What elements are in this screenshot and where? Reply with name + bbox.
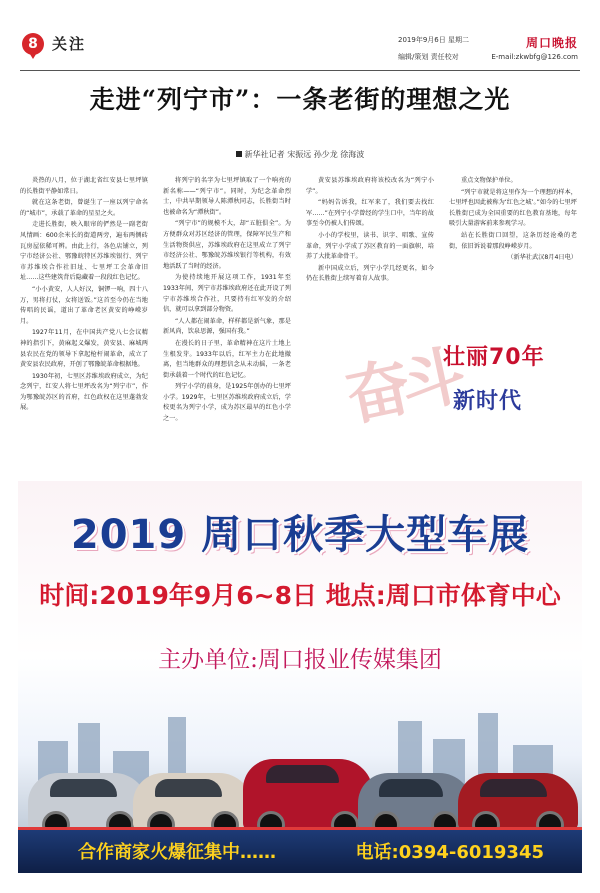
- car-image: [28, 773, 148, 831]
- page-header: [0, 0, 600, 72]
- header-divider: [20, 70, 580, 71]
- paragraph: 炎热的八月，位于湖北省红安县七里坪镇的长胜街平静如常日。: [20, 177, 148, 195]
- paragraph: “小小黄安，人人好汉，铜锣一响，四十八万，男将打仗，女将送饭。”这首至今仍在当地传唱的民谣，道出了革命老区黄安的峥嵘岁月。: [20, 285, 148, 325]
- paragraph: 列宁小学的前身，是1925年创办的七里坪小学。1929年，七里区苏维埃政府成立后，学校更名为列宁小学，成为苏区最早的红色小学之一。: [163, 383, 291, 423]
- article-column-1: [20, 176, 148, 478]
- paragraph: “列宁市就是将这里作为一个理想的样本，七里坪也因此被称为‘红色之城’。”如今的七里坪长胜街已成为全国重要的红色教育基地，每年吸引大量游客前来参观学习。: [449, 188, 577, 228]
- article-byline: [0, 149, 600, 160]
- paragraph: 重点文物保护单位。: [461, 177, 517, 184]
- paragraph: 1927年11月，在中国共产党八七会议精神的指引下，黄麻起义爆发，黄安县、麻城两县农民在党的领导下拿起枪杆闹革命，成立了黄安县农民政府，开创了鄂豫皖革命根据地。: [20, 329, 148, 369]
- editor-credit: 编辑/策划 责任校对: [398, 53, 459, 61]
- paragraph: 1930年初，七里区苏维埃政府成立，为纪念列宁，红安人将七里坪改名为“列宁市”，作为鄂豫皖苏区的首府，红色政权在这里蓬勃发展。: [20, 372, 148, 412]
- car-image: [133, 773, 253, 831]
- ad-organizer: 主办单位:周口报业传媒集团: [158, 647, 442, 673]
- dateline-note: （新华社武汉8月4日电）: [507, 254, 577, 262]
- byline-text: 新华社记者 宋振远 孙少龙 徐海波: [244, 150, 365, 159]
- article-column-4: [449, 176, 577, 296]
- car-image: [458, 773, 578, 831]
- paragraph: 为使持续地开展这项工作，1931年至1933年间，列宁市苏维埃政府还在此开设了列宁市苏维埃合作社，只要持有红军发的介绍信，就可以拿到部分物资。: [163, 274, 291, 314]
- paragraph: “妈妈告诉我，红军来了，我们要去找红军……”在列宁小学曾经的学生口中，当年的故事至今仍被人们传颂。: [306, 199, 434, 228]
- issue-date: 2019年9月6日 星期二: [398, 36, 469, 44]
- contact-email: E-mail:zkwbfg@126.com: [491, 53, 578, 61]
- paragraph: 将列宁的名字为七里坪镇取了一个响亮的新名称——“列宁市”。同时，为纪念革命烈士，中共早期领导人陈潭秋同志，长胜街当时也被命名为“潭秋街”。: [163, 177, 291, 216]
- slogan-calligraphy: 奋斗: [339, 339, 465, 436]
- ad-title: 2019 周口秋季大型车展: [70, 512, 530, 558]
- paragraph: 走进长胜街，映入眼帘的俨然是一副老街风情画：600余米长的街道两旁，遍布两侧砖瓦房屋依稀可辨。由此上行，各色店铺立，列宁市经济公社、鄂豫皖特区苏维埃银行、列宁市苏维埃合作社旧址、七里坪工会革命旧址……这些建筑背后隐藏着一段段红色记忆。: [20, 221, 148, 282]
- car-image: [243, 759, 373, 831]
- slogan-line-1: 壮丽70年: [443, 345, 545, 370]
- paragraph: 新中国成立后，列宁小学几经更名，如今仍在长胜街上续写着育人故事。: [306, 264, 434, 283]
- contact-phone: 电话:0394-6019345: [355, 842, 544, 863]
- section-name: 关注: [52, 35, 87, 53]
- page-number-badge: 8: [22, 33, 44, 55]
- car-lineup-illustration: [18, 731, 582, 831]
- article-column-3: [306, 176, 434, 296]
- car-show-advertisement: [18, 481, 582, 873]
- car-image: [358, 773, 473, 831]
- paragraph: 在漫长的日子里，革命精神在这片土地上生根发芽。1933年以后，红军主力在此地撤离，但当地群众的理想信念从未动摇，一条老街承载着一个时代的红色记忆。: [163, 339, 291, 379]
- paragraph: 就在这条老街，曾诞生了一座以列宁命名的“城市”，承载了革命的星星之火。: [20, 199, 148, 217]
- article-column-2: [163, 176, 291, 478]
- paragraph: “列宁市”的规模不大，却“五脏俱全”。为方便群众对苏区经济的管理，保障军民生产和生活物资供应，苏维埃政府在这里成立了列宁市经济公社、鄂豫皖苏维埃银行等机构，有效地活跃了当时的经济。: [163, 220, 291, 270]
- slogan-line-2: 新时代: [453, 389, 523, 414]
- header-meta: [398, 34, 578, 63]
- paragraph: 站在长胜街口回望，这条历经沧桑的老街，依旧诉说着那段峥嵘岁月。: [449, 231, 577, 250]
- ad-footer-bar: [18, 827, 582, 873]
- article-headline: 走进“列宁市”：一条老街的理想之光: [89, 85, 511, 114]
- masthead-logo: 周口晚报: [525, 36, 578, 50]
- slogan-graphic: [339, 326, 575, 466]
- paragraph: 黄安县苏维埃政府将该校改名为“列宁小学”。: [306, 177, 434, 195]
- ad-time-and-place: 时间:2019年9月6~8日 地点:周口市体育中心: [39, 581, 561, 610]
- paragraph: 小小的学校里，读书、识字、唱歌、宣传革命，列宁小学成了苏区教育的一面旗帜，培养了大批革命骨干。: [306, 231, 434, 261]
- partner-recruitment-text: 合作商家火爆征集中……: [78, 842, 276, 863]
- byline-square-icon: [236, 151, 242, 157]
- paragraph: “人人都在闹革命，样样都是新气象，那是新风尚，饮泉思源，强国有我。”: [163, 317, 291, 336]
